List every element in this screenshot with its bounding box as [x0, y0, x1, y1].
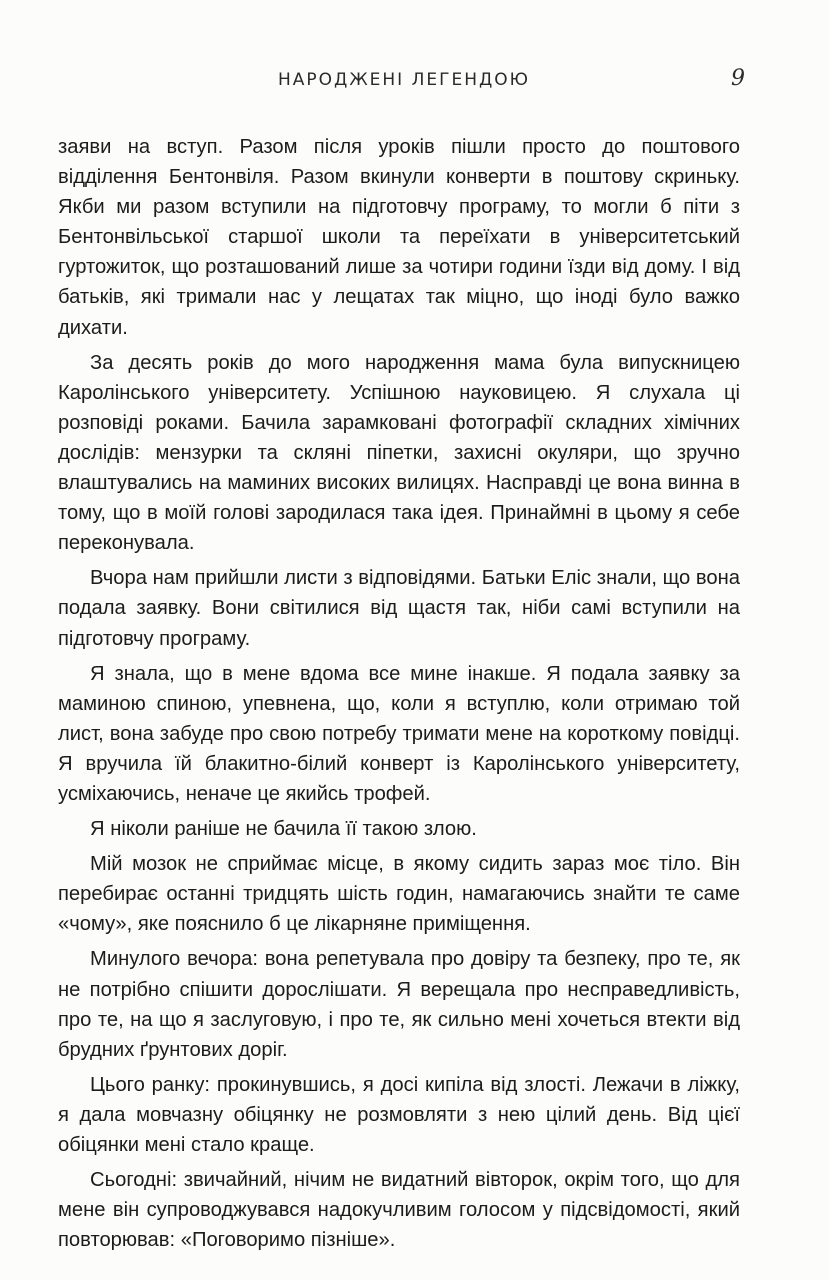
paragraph: Минулого вечора: вона репетувала про довіру та безпеку, про те, як не потрібно спішити дорослішати. Я верещала про несправедливість, про те, на що я заслуговую, і про те, як сильно мені хочеться втекти від брудних ґрунтових доріг.	[58, 948, 740, 1061]
paragraph: заяви на вступ. Разом після уроків пішли просто до поштового відділення Бентонвіля. Разом вкинули конверти в поштову скриньку. Якби ми разом вступили на підготовчу програму, то могли б піти з Бентонвільської старшої школи та переїхати в університетський гуртожиток, що розташований лише за чотири години їзди від дому. І від батьків, які тримали нас у лещатах так міцно, що іноді було важко дихати.	[58, 136, 740, 339]
paragraph: Цього ранку: прокинувшись, я досі кипіла від злості. Лежачи в ліжку, я дала мовчазну обіцянку не розмовляти з нею цілий день. Від цієї обіцянки мені стало краще.	[58, 1073, 740, 1156]
paragraph: Я ніколи раніше не бачила її такою злою.	[90, 818, 477, 841]
running-title: НАРОДЖЕНІ ЛЕГЕНДОЮ	[278, 70, 531, 90]
page-number: 9	[731, 66, 745, 91]
running-head	[0, 66, 829, 96]
paragraph: Я знала, що в мене вдома все мине інакше. Я подала заявку за маминою спиною, упевнена, що, коли я вступлю, коли отримаю той лист, вона забуде про свою потребу тримати мене на короткому повідці. Я вручила їй блакитно-білий конверт із Каролінського університету, усміхаючись, неначе це якийсь трофей.	[58, 662, 740, 805]
paragraph: Мій мозок не сприймає місце, в якому сидить зараз моє тіло. Він перебирає останні тридцять шість годин, намагаючись знайти те саме «чому», яке пояснило б це лікарняне приміщення.	[58, 853, 740, 936]
paragraph: Вчора нам прийшли листи з відповідями. Батьки Еліс знали, що вона подала заявку. Вони світилися від щастя так, ніби самі вступили на підготовчу програму.	[58, 567, 740, 650]
paragraph: Сьогодні: звичайний, нічим не видатний вівторок, окрім того, що для мене він супроводжувався надокучливим голосом у підсвідомості, який повторював: «Поговоримо пізніше».	[58, 1169, 740, 1252]
paragraph: За десять років до мого народження мама була випускницею Каролінського університету. Успішною науковицею. Я слухала ці розповіді роками. Бачила зарамковані фотографії складних хімічних дослідів: мензурки та скляні піпетки, захисні окуляри, що зручно влаштувались на маминих високих вилицях. Насправді це вона винна в тому, що в моїй голові зародилася така ідея. Принаймні в цьому я себе переконувала.	[58, 351, 740, 555]
body-text	[58, 132, 740, 1260]
